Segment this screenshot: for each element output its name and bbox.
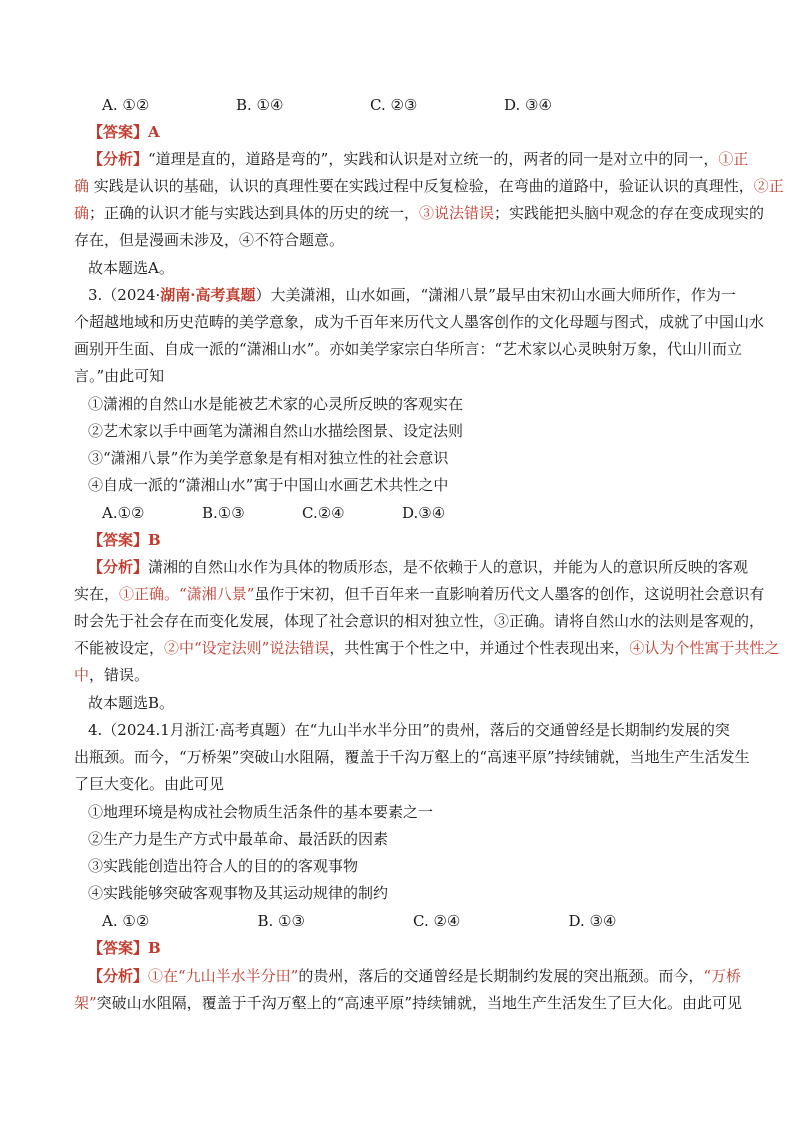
q4-option-c: C. ②④: [413, 912, 461, 930]
q3-item-2: ②艺术家以手中画笔为潇湘自然山水描绘图景、设定法则: [88, 422, 464, 440]
answer-label: 【答案】: [88, 939, 149, 957]
q4-stem-line-2: 出瓶颈。而今，“万桥架”突破山水阻隔，覆盖于千沟万壑上的“高速平原”持续铺就，当地生产生活发生: [74, 748, 750, 766]
q4-item-1: ①地理环境是构成社会物质生活条件的基本要素之一: [88, 803, 434, 821]
q3-conclusion: 故本题选B。: [88, 694, 175, 712]
analysis-highlight: 架”: [74, 994, 97, 1012]
q4-stem-line-3: 了巨大变化。由此可见: [74, 775, 225, 793]
analysis-text: 潇湘的自然山水作为具体的物质形态，是不依赖于人的意识，并能为人的意识所反映的客观: [148, 558, 749, 576]
analysis-text: ，错误。: [89, 666, 150, 684]
analysis-highlight: 确: [74, 204, 90, 222]
analysis-highlight: 确: [74, 177, 90, 195]
answer-value: B: [148, 939, 161, 957]
q3-stem-line-3: 画别开生面、自成一派的“潇湘山水”。亦如美学家宗白华所言：“艺术家以心灵映射万象，代山川而立: [74, 340, 743, 358]
q2-analysis-line-2: [74, 176, 784, 196]
q2-option-b: B. ①④: [236, 96, 284, 114]
q4-item-3: ③实践能创造出符合人的目的的客观事物: [88, 857, 359, 875]
analysis-highlight: ②正: [753, 177, 784, 195]
analysis-text: ；正确的认识才能与实践达到具体的历史的统一，: [89, 204, 420, 222]
analysis-label: 【分析】: [88, 558, 149, 576]
q3-option-a: A.①②: [102, 504, 145, 522]
q4-options: [102, 911, 724, 931]
q2-analysis-line-1: [88, 149, 749, 169]
analysis-highlight: “万桥: [703, 967, 742, 985]
analysis-label: 【分析】: [88, 150, 149, 168]
q3-analysis-line-4: [74, 638, 780, 658]
q2-option-d: D. ③④: [504, 96, 552, 114]
analysis-text: ；实践能把头脑中观念的存在变成现实的: [494, 204, 765, 222]
q2-option-a: A. ①②: [102, 96, 150, 114]
analysis-text: ③正确。请将自然山水的法则是客观的，: [494, 612, 765, 630]
q3-analysis-line-3: [74, 611, 765, 631]
analysis-text: 的贵州，落后的交通曾经是长期制约发展的突出瓶颈。而今，: [298, 967, 704, 985]
q4-item-4: ④实践能够突破客观事物及其运动规律的制约: [88, 884, 389, 902]
q3-answer: [88, 530, 724, 550]
analysis-highlight: ②中“设定法则”说法错误: [164, 639, 330, 657]
analysis-text: 突破山水阻隔，覆盖于千沟万壑上的“高速平原”持续铺就，当地生产生活发生了巨大化。由此可见: [96, 994, 743, 1012]
q3-option-d: D.③④: [402, 504, 446, 522]
q3-options: [102, 503, 724, 523]
q3-item-3: ③“潇湘八景”作为美学意象是有相对独立性的社会意识: [88, 449, 449, 467]
q2-analysis-line-4: 存在，但是漫画未涉及，④不符合题意。: [74, 231, 345, 249]
q2-options: [102, 95, 724, 115]
analysis-label: 【分析】: [88, 967, 149, 985]
q2-analysis-line-3: [74, 203, 765, 223]
q3-option-c: C.②④: [302, 504, 345, 522]
analysis-highlight: ①在“九山半水半分田”: [148, 967, 299, 985]
q4-option-a: A. ①②: [102, 912, 150, 930]
q2-conclusion: 故本题选A。: [88, 259, 174, 277]
q3-item-1: ①潇湘的自然山水是能被艺术家的心灵所反映的客观实在: [88, 395, 464, 413]
q2-option-c: C. ②③: [370, 96, 418, 114]
analysis-highlight: ③说法错误: [419, 204, 495, 222]
q3-analysis-line-1: [88, 557, 749, 577]
analysis-highlight: 中: [74, 666, 90, 684]
analysis-highlight: ④认为个性寓于共性之: [629, 639, 780, 657]
answer-value: B: [148, 531, 161, 549]
question-source: 湖南·高考真题: [160, 286, 256, 304]
q3-item-4: ④自成一派的“潇湘山水”寓于中国山水画艺术共性之中: [88, 476, 449, 494]
q3-analysis-line-2: [74, 584, 765, 604]
answer-label: 【答案】: [88, 123, 149, 141]
q3-stem-line-4: 言。”由此可知: [74, 367, 165, 385]
q4-item-2: ②生产力是生产方式中最革命、最活跃的因素: [88, 830, 389, 848]
q3-stem-line-2: 个超越地域和历史范畴的美学意象，成为千百年来历代文人墨客创作的文化母题与图式，成就了中国山水: [74, 313, 765, 331]
q3-option-b: B.①③: [202, 504, 245, 522]
q4-option-b: B. ①③: [257, 912, 305, 930]
analysis-text: 时会先于社会存在而变化发展，体现了社会意识的相对独立性，: [74, 612, 495, 630]
analysis-text: “道理是直的，道路是弯的”，实践和认识是对立统一的，两者的同一是对立中的同一，: [148, 150, 719, 168]
analysis-highlight: ①正: [718, 150, 749, 168]
q4-option-d: D. ③④: [568, 912, 617, 930]
q3-stem-line-1: [88, 285, 736, 305]
q4-stem-line-1: 4.（2024.1月浙江·高考真题）在“九山半水半分田”的贵州，落后的交通曾经是长期制约发展的突: [88, 721, 730, 739]
analysis-text: 实践是认识的基础，认识的真理性要在实践过程中反复检验，在弯曲的道路中，验证认识的真理性，: [89, 177, 754, 195]
q4-answer: [88, 938, 724, 958]
analysis-highlight: “潇湘八景”: [179, 585, 255, 603]
analysis-text: 虽作于宋初，但千百年来一直影响着历代文人墨客的创作，这说明社会意识有: [254, 585, 765, 603]
analysis-highlight: ①正确。: [119, 585, 180, 603]
answer-value: A: [148, 123, 160, 141]
q2-answer: [88, 122, 724, 142]
analysis-text: 不能被设定，: [74, 639, 165, 657]
analysis-text: ，共性寓于个性之中，并通过个性表现出来，: [329, 639, 630, 657]
q4-analysis-line-1: [88, 966, 742, 986]
stem-text: ）大美潇湘，山水如画，“潇湘八景”最早由宋初山水画大师所作，作为一: [255, 286, 736, 304]
q4-analysis-line-2: [74, 993, 743, 1013]
answer-label: 【答案】: [88, 531, 149, 549]
question-number: 3.（2024·: [88, 286, 161, 304]
analysis-text: 实在，: [74, 585, 120, 603]
q3-analysis-line-5: [74, 665, 724, 685]
